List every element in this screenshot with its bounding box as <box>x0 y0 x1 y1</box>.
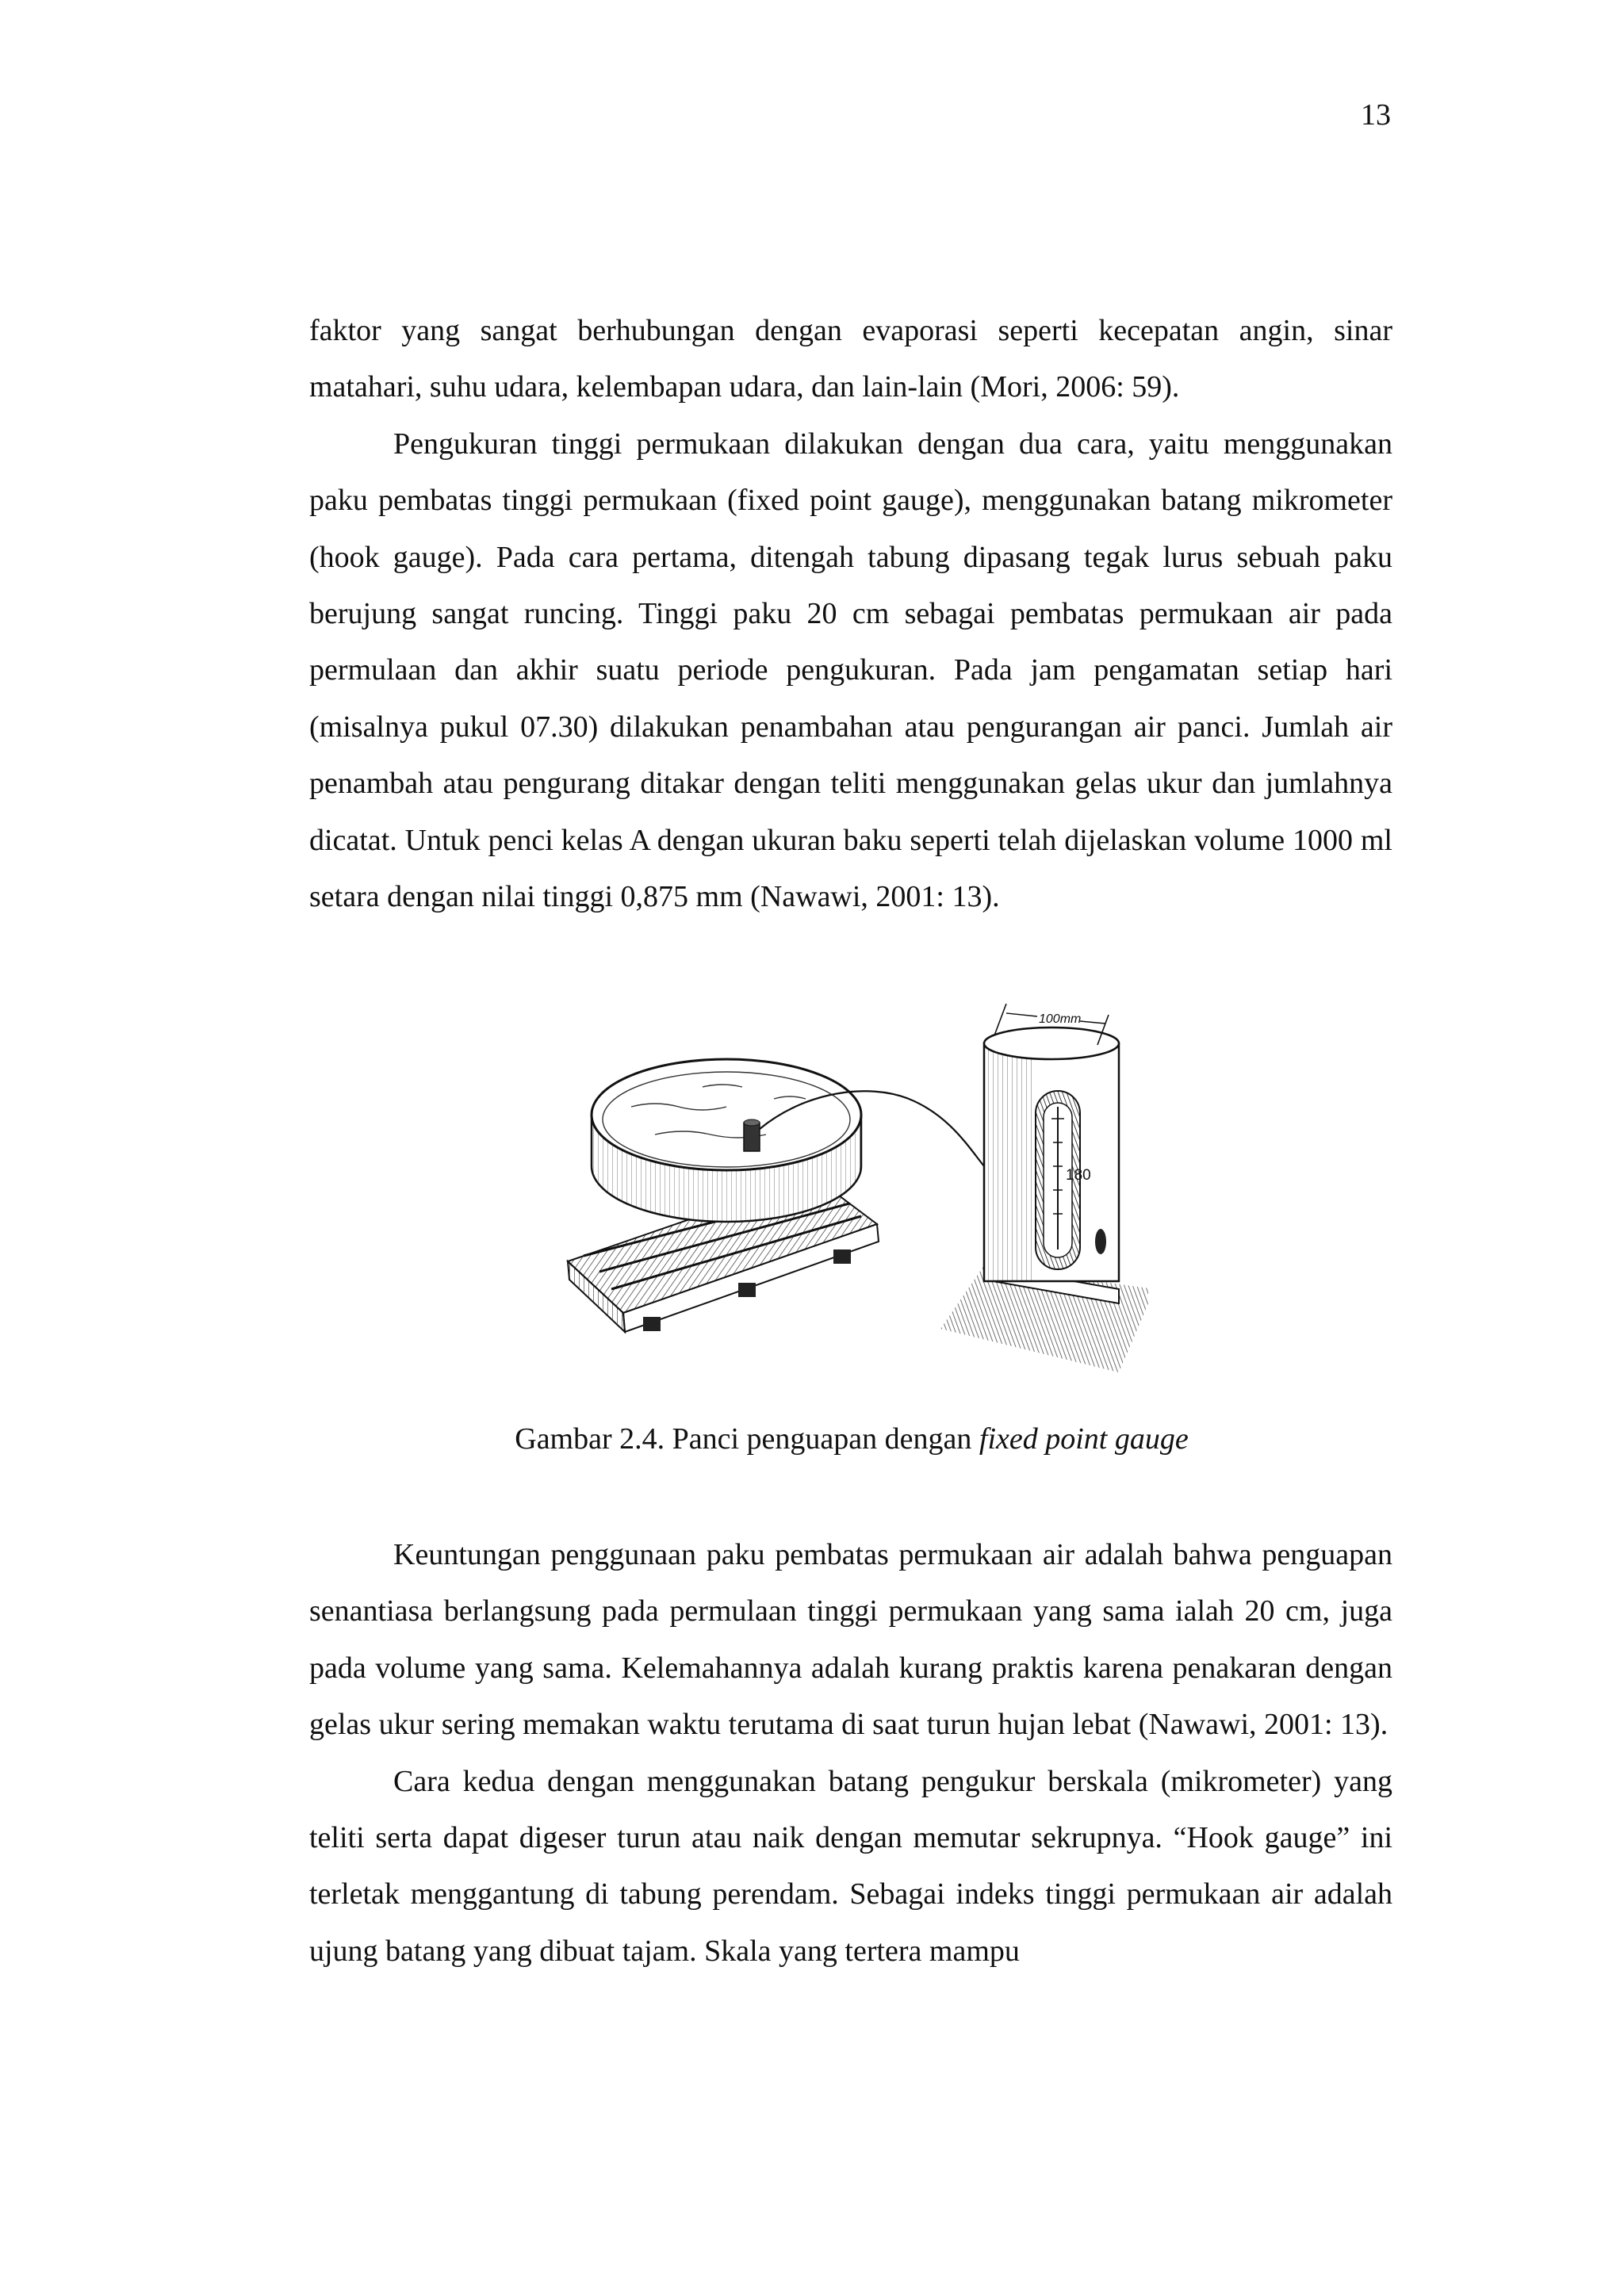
paragraph-continuation: faktor yang sangat berhubungan dengan evaporasi seperti kecepatan angin, sinar matahari, suhu udara, kelembapan udara, dan lain-lain (Mori, 2006: 59). <box>309 314 1392 404</box>
evaporation-pan-figure <box>536 1004 1148 1422</box>
page-number: 13 <box>1361 98 1391 132</box>
evaporation-pan <box>592 1059 861 1222</box>
dimension-label: 100mm <box>1039 1012 1082 1026</box>
paragraph-measurement-methods: Pengukuran tinggi permukaan dilakukan dengan dua cara, yaitu menggunakan paku pembatas tinggi permukaan (fixed point gauge), menggunakan batang mikrometer (hook gauge). Pada cara pertama, ditengah tabung dipasang tegak lurus sebuah paku berujung sangat runcing. Tinggi paku 20 cm sebagai pembatas permukaan air pada permulaan dan akhir suatu periode pengukuran. Pada jam pengamatan setiap hari (misalnya pukul 07.30) dilakukan penambahan atau pengurangan air panci. Jumlah air penambah atau pengurang ditakar dengan teliti menggunakan gelas ukur dan jumlahnya dicatat. Untuk penci kelas A dengan ukuran baku seperti telah dijelaskan volume 1000 ml setara dengan nilai tinggi 0,875 mm (Nawawi, 2001: 13). <box>309 427 1392 914</box>
figure-caption <box>0 1416 1624 1462</box>
stilling-well-cylinder <box>940 1027 1148 1372</box>
text-block-bottom <box>309 1527 1392 1980</box>
paragraph-advantages: Keuntungan penggunaan paku pembatas permukaan air adalah bahwa penguapan senantiasa berlangsung pada permulaan tinggi permukaan yang sama ialah 20 cm, juga pada volume yang sama. Kelemahannya adalah kurang praktis karena penakaran dengan gelas ukur sering memakan waktu terutama di saat turun hujan lebat (Nawawi, 2001: 13). <box>309 1538 1392 1742</box>
caption-prefix: Gambar 2.4. Panci penguapan dengan <box>515 1422 979 1456</box>
caption-italic: fixed point gauge <box>979 1422 1189 1456</box>
evaporation-pan-illustration <box>536 1004 1148 1422</box>
paragraph-hook-gauge: Cara kedua dengan menggunakan batang pengukur berskala (mikrometer) yang teliti serta dapat digeser turun atau naik dengan memutar sekrupnya. “Hook gauge” ini terletak menggantung di tabung perendam. Sebagai indeks tinggi permukaan air adalah ujung batang yang dibuat tajam. Skala yang tertera mampu <box>309 1764 1392 1968</box>
gauge-scale-label: 180 <box>1066 1167 1091 1184</box>
text-block-top <box>309 303 1392 925</box>
